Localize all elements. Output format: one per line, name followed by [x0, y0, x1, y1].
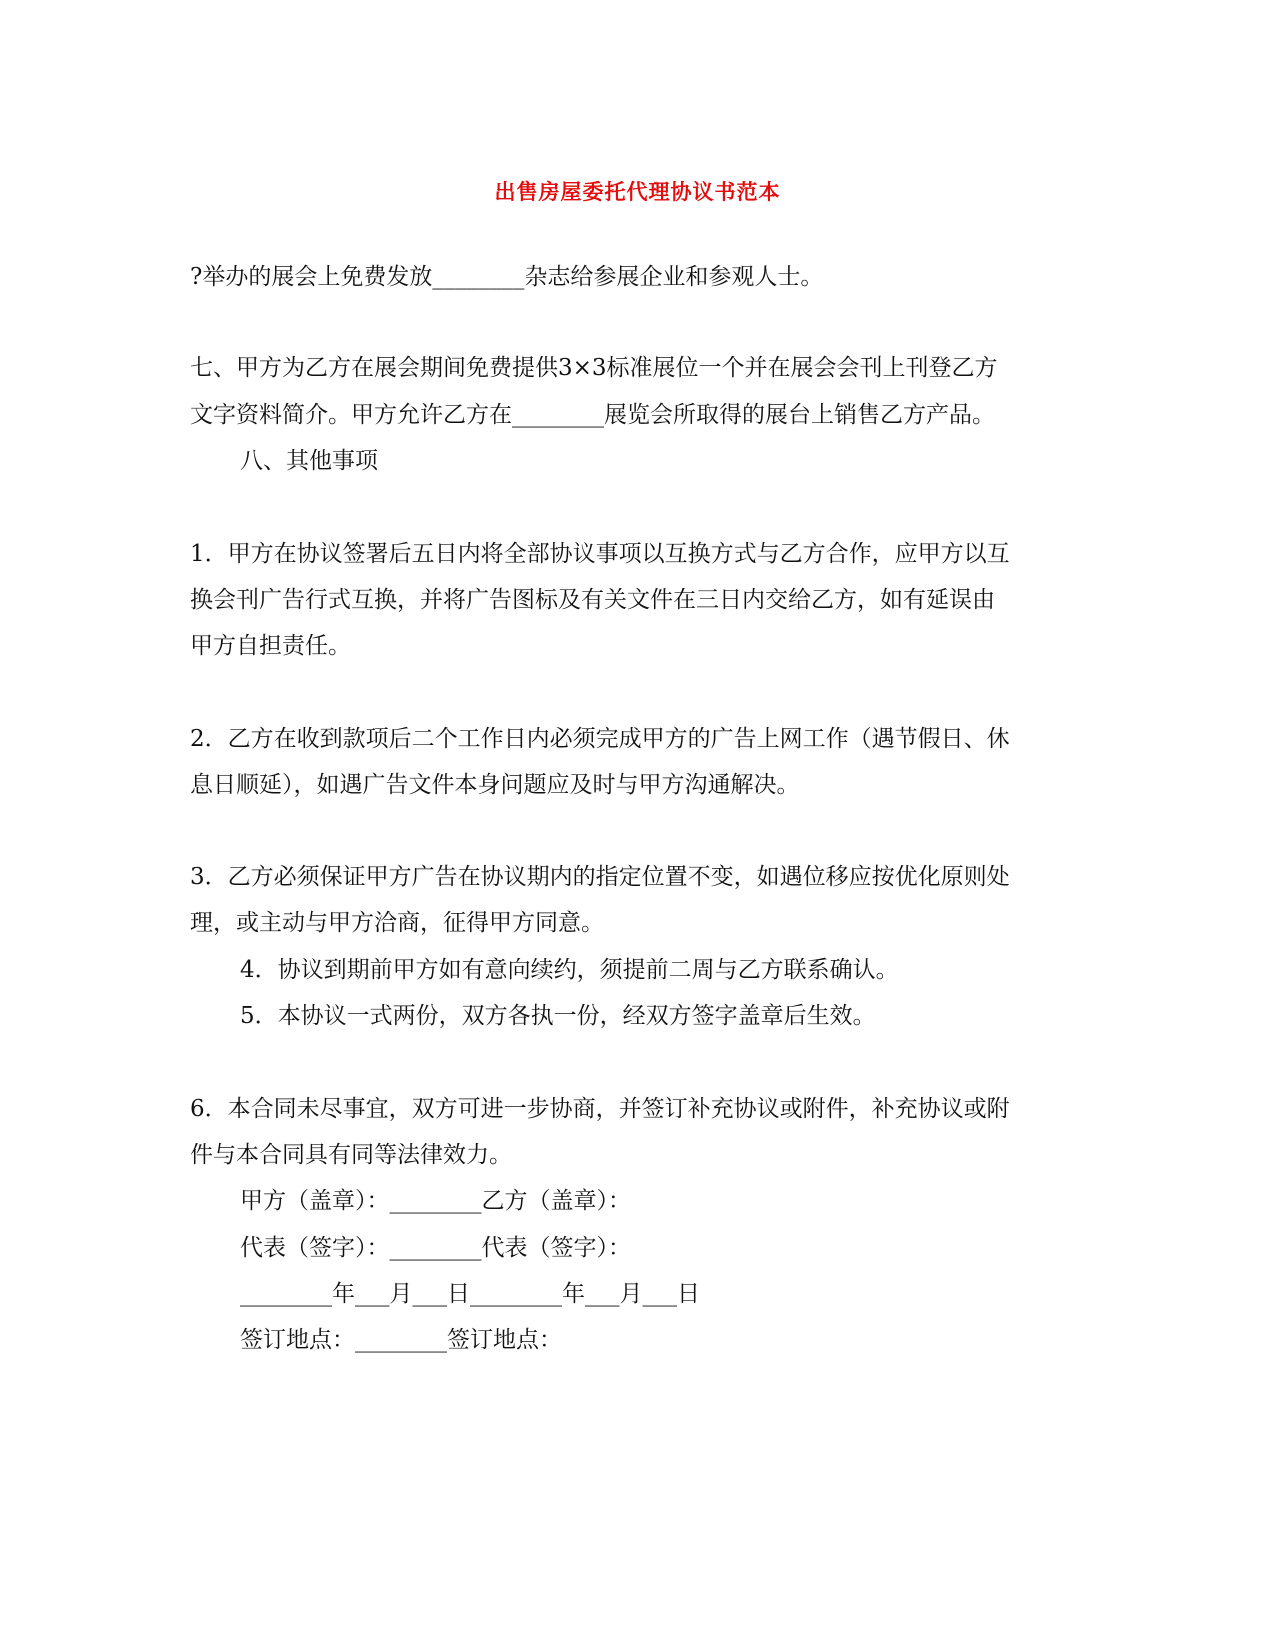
- paragraph-line: 4．协议到期前甲方如有意向续约，须提前二周与乙方联系确认。: [240, 957, 899, 983]
- paragraph-line: 理，或主动与甲方洽商，征得甲方同意。: [190, 910, 604, 936]
- paragraph-line: 1．甲方在协议签署后五日内将全部协议事项以互换方式与乙方合作，应甲方以互: [190, 541, 1010, 567]
- document-title: 出售房屋委托代理协议书范本: [494, 179, 781, 204]
- paragraph-line: 6．本合同未尽事宜，双方可进一步协商，并签订补充协议或附件，补充协议或附: [190, 1096, 1010, 1122]
- paragraph-line: 3．乙方必须保证甲方广告在协议期内的指定位置不变，如遇位移应按优化原则处: [190, 864, 1010, 890]
- signature-line: 甲方（盖章）：________乙方（盖章）：: [240, 1188, 631, 1214]
- paragraph-line: 七、甲方为乙方在展会期间免费提供3×3标准展位一个并在展会会刊上刊登乙方: [190, 355, 998, 381]
- paragraph-line: 息日顺延），如遇广告文件本身问题应及时与甲方沟通解决。: [190, 772, 800, 798]
- date-line: ________年___月___日________年___月___日: [240, 1281, 700, 1307]
- paragraph-line: 文字资料简介。甲方允许乙方在________展览会所取得的展台上销售乙方产品。: [190, 402, 995, 428]
- location-line: 签订地点：________签订地点：: [240, 1327, 562, 1353]
- paragraph-line: 件与本合同具有同等法律效力。: [190, 1142, 512, 1168]
- paragraph-line: 甲方自担责任。: [190, 633, 351, 659]
- paragraph-line: 2．乙方在收到款项后二个工作日内必须完成甲方的广告上网工作（遇节假日、休: [190, 726, 1010, 752]
- paragraph-line: ?举办的展会上免费发放________杂志给参展企业和参观人士。: [190, 264, 824, 290]
- section-heading: 八、其他事项: [240, 448, 378, 474]
- paragraph-line: 5．本协议一式两份，双方各执一份，经双方签字盖章后生效。: [240, 1003, 876, 1029]
- paragraph-line: 换会刊广告行式互换，并将广告图标及有关文件在三日内交给乙方，如有延误由: [190, 587, 995, 613]
- signature-line: 代表（签字）：________代表（签字）：: [240, 1235, 631, 1261]
